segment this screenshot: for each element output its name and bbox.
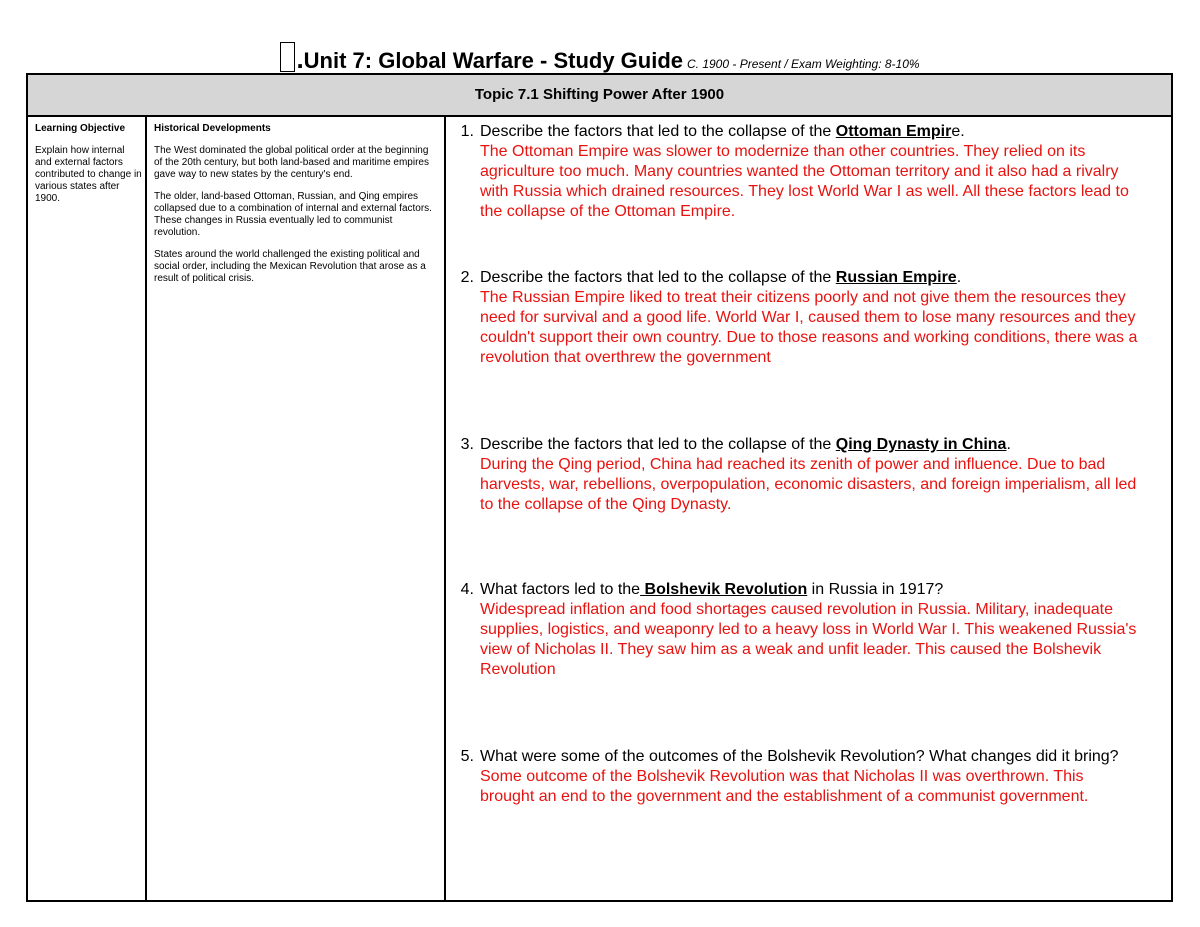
learning-objective-heading: Learning Objective xyxy=(35,123,126,134)
question-item xyxy=(452,268,1142,368)
question-topic: Ottoman Empir xyxy=(835,123,952,140)
historical-development-paragraph: The West dominated the global political order at the beginning of the 20th century, but both land-based and maritime empires gave way to new states by the century's end. xyxy=(154,145,429,180)
column-divider xyxy=(444,115,446,900)
historical-developments-cell xyxy=(154,123,439,295)
learning-objective-cell xyxy=(35,123,143,205)
question-text: Describe the factors that led to the collapse of the Qing Dynasty in China. xyxy=(480,436,1011,453)
question-item xyxy=(452,580,1142,680)
page-subtitle: C. 1900 - Present / Exam Weighting: 8-10% xyxy=(687,57,920,71)
question-text: What were some of the outcomes of the Bolshevik Revolution? What changes did it bring? xyxy=(480,748,1119,765)
historical-development-paragraph: The older, land-based Ottoman, Russian, and Qing empires collapsed due to a combination of internal and external factors. These changes in Russia eventually led to communist revolution. xyxy=(154,191,432,238)
question-number: 4. xyxy=(460,581,474,598)
question-text: What factors led to the Bolshevik Revolution in Russia in 1917? xyxy=(480,581,944,598)
question-topic: Bolshevik Revolution xyxy=(640,581,808,598)
historical-developments-heading: Historical Developments xyxy=(154,123,271,134)
question-topic: Qing Dynasty in China xyxy=(835,436,1007,453)
question-number: 1. xyxy=(460,123,474,140)
question-number: 3. xyxy=(460,436,474,453)
question-text: Describe the factors that led to the collapse of the Russian Empire. xyxy=(480,269,962,286)
page-title: Unit 7: Global Warfare - Study Guide xyxy=(303,48,683,73)
title-dot: . xyxy=(296,44,304,74)
learning-objective-text: Explain how internal and external factors contributed to change in various states after 1900. xyxy=(35,145,142,204)
answer-text[interactable]: The Ottoman Empire was slower to modernize than other countries. They relied on its agriculture too much. Many countries wanted the Ottoman territory and it also had a rivalry with Russia which drained resources. They lost World War I as well. All these factors lead to the collapse of the Ottoman Empire. xyxy=(480,143,1129,220)
answer-text[interactable]: Widespread inflation and food shortages caused revolution in Russia. Military, inadequate supplies, logistics, and weaponry led to a heavy loss in World War I. This weakened Russia's view of Nicholas II. They saw him as a weak and unfit leader. This caused the Bolshevik Revolution xyxy=(480,601,1137,678)
question-number: 2. xyxy=(460,269,474,286)
question-item xyxy=(452,122,1142,222)
column-divider xyxy=(145,115,147,900)
question-text: Describe the factors that led to the collapse of the Ottoman Empire. xyxy=(480,123,965,140)
question-topic: Russian Empire xyxy=(835,269,957,286)
topic-title: Topic 7.1 Shifting Power After 1900 xyxy=(28,75,1171,117)
question-item xyxy=(452,747,1142,807)
answer-text[interactable]: The Russian Empire liked to treat their citizens poorly and not give them the resources they need for survival and a good life. World War I, caused them to lose many resources and they couldn't support their own country. Due to those reasons and working conditions, there was a revolution that overthrew the government xyxy=(480,289,1138,366)
answer-text[interactable]: During the Qing period, China had reached its zenith of power and influence. Due to bad harvests, war, rebellions, overpopulation, economic disasters, and foreign imperialism, all led to the collapse of the Qing Dynasty. xyxy=(480,456,1137,513)
question-number: 5. xyxy=(460,748,474,765)
question-item xyxy=(452,435,1142,515)
page-header xyxy=(0,20,1200,72)
answer-text[interactable]: Some outcome of the Bolshevik Revolution was that Nicholas II was overthrown. This brought an end to the government and the establishment of a communist government. xyxy=(480,768,1089,805)
historical-development-paragraph: States around the world challenged the existing political and social order, including the Mexican Revolution that arose as a result of political crisis. xyxy=(154,249,426,284)
text-cursor-box[interactable] xyxy=(280,42,295,72)
